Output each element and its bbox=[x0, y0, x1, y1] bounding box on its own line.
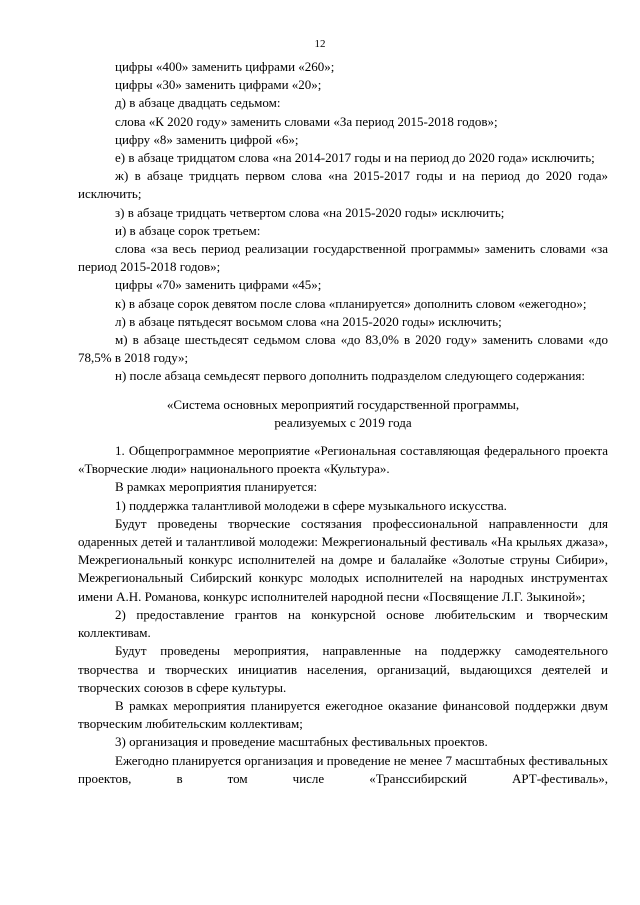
paragraph: 2) предоставление грантов на конкурсной основе любительским и творческим коллективам. bbox=[78, 606, 608, 641]
section-heading-line: реализуемых с 2019 года bbox=[274, 414, 412, 430]
paragraph: д) в абзаце двадцать седьмом: bbox=[115, 95, 281, 111]
paragraph: 1) поддержка талантливой молодежи в сфере музыкального искусства. bbox=[115, 497, 507, 513]
paragraph: м) в абзаце шестьдесят седьмом слова «до 83,0% в 2020 году» заменить словами «до 78,5% в 2018 году»; bbox=[78, 332, 608, 366]
paragraph: Будут проведены творческие состязания профессиональной направленности для одаренных детей и талантливой молодежи: Межрегиональный фестиваль «На крыльях джаза», Межрегиональный конкурс исполнителей на домре и балалайке «Золотые струны Сибири», Межрегиональный Сибирский конкурс молодых исполнителей на народных инструментах имени А.Н. Романова, конкурс исполнителей народной песни «Посвящение Л.Г. Зыкиной»; bbox=[78, 515, 608, 604]
paragraph: цифры «30» заменить цифрами «20»; bbox=[115, 77, 322, 93]
section-heading bbox=[78, 396, 608, 432]
paragraph: Будут проведены мероприятия, направленные на поддержку самодеятельного творчества и творческих инициатив населения, организаций, выдающихся деятелей и творческих союзов в сфере культуры. bbox=[78, 643, 608, 695]
paragraph: ж) в абзаце тридцать первом слова «на 2015-2017 годы и на период до 2020 года» исключить; bbox=[78, 168, 608, 202]
paragraph: н) после абзаца семьдесят первого дополнить подразделом следующего содержания: bbox=[115, 368, 586, 384]
paragraph: слова «за весь период реализации государственной программы» заменить словами «за период 2015-2018 годов»; bbox=[78, 241, 608, 275]
paragraph: В рамках мероприятия планируется ежегодное оказание финансовой поддержки двум творческим любительским коллективам; bbox=[78, 697, 608, 732]
paragraph: к) в абзаце сорок девятом после слова «планируется» дополнить словом «ежегодно»; bbox=[115, 295, 587, 311]
paragraph: цифру «8» заменить цифрой «6»; bbox=[115, 131, 299, 147]
paragraph: е) в абзаце тридцатом слова «на 2014-2017 годы и на период до 2020 года» исключить; bbox=[115, 150, 595, 166]
paragraph: слова «К 2020 году» заменить словами «За период 2015-2018 годов»; bbox=[115, 113, 498, 129]
paragraph: 3) организация и проведение масштабных фестивальных проектов. bbox=[115, 734, 488, 750]
paragraph: л) в абзаце пятьдесят восьмом слова «на 2015-2020 годы» исключить; bbox=[115, 313, 502, 329]
document-body bbox=[78, 58, 608, 788]
page-number: 12 bbox=[314, 38, 326, 50]
paragraph: 1. Общепрограммное мероприятие «Региональная составляющая федерального проекта «Творческие люди» национального проекта «Культура». bbox=[78, 443, 608, 477]
paragraph: цифры «70» заменить цифрами «45»; bbox=[115, 277, 322, 293]
paragraph: и) в абзаце сорок третьем: bbox=[115, 222, 261, 238]
paragraph: з) в абзаце тридцать четвертом слова «на 2015-2020 годы» исключить; bbox=[115, 204, 505, 220]
section-heading-line: «Система основных мероприятий государственной программы, bbox=[166, 396, 520, 412]
paragraph: цифры «400» заменить цифрами «260»; bbox=[115, 59, 335, 74]
paragraph: В рамках мероприятия планируется: bbox=[115, 479, 318, 495]
paragraph: Ежегодно планируется организация и проведение не менее 7 масштабных фестивальных проектов, в том числе «Транссибирский АРТ-фестиваль», bbox=[78, 752, 608, 786]
